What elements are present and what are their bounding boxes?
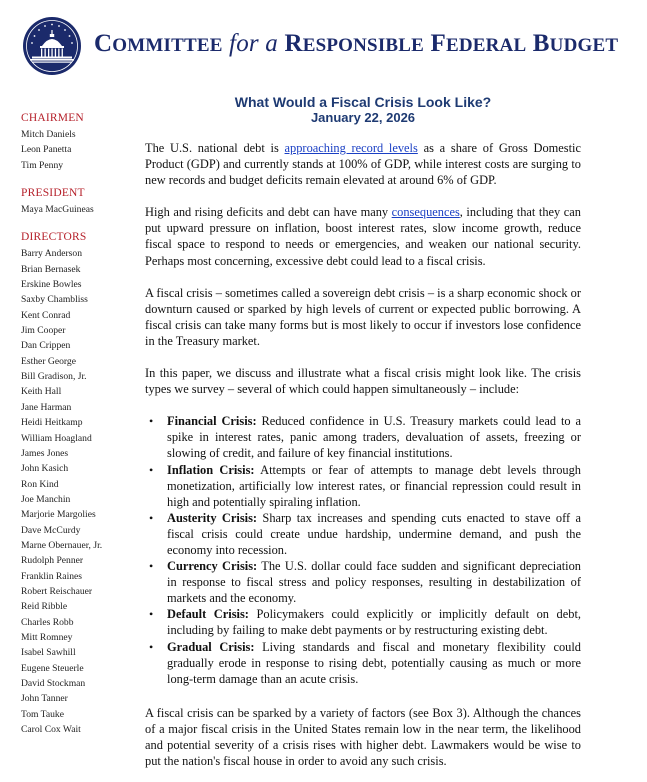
sidebar-heading-chairmen: CHAIRMEN	[21, 112, 84, 124]
board-member-name: Brian Bernasek	[21, 263, 81, 275]
board-member-name: Leon Panetta	[21, 144, 72, 156]
board-member-name: John Kasich	[21, 463, 69, 475]
board-member-name: Maya MacGuineas	[21, 204, 94, 216]
bullet-dot-icon: •	[149, 462, 154, 477]
board-member-name: Kent Conrad	[21, 309, 71, 321]
crisis-type-term: Default Crisis:	[167, 607, 249, 622]
paragraph-4: In this paper, we discuss and illustrate what a fiscal crisis might look like. The crisis types we survey – several of which could happen simultaneously – include:	[145, 366, 581, 397]
board-sidebar	[21, 112, 131, 751]
board-member-name: John Tanner	[21, 693, 68, 705]
article-date: January 22, 2026	[310, 110, 416, 125]
paragraph-3: A fiscal crisis – sometimes called a sovereign debt crisis – is a sharp economic shock or downturn caused or sparked by high levels of current or expected public borrowing. A fiscal crisis can take many forms but is most likely to occur if investors lose confidence in the Treasury market.	[145, 285, 581, 348]
board-member-name: Reid Ribble	[21, 601, 68, 613]
board-member-name: Joe Manchin	[21, 493, 71, 505]
board-member-name: Eugene Steuerle	[21, 662, 84, 674]
paragraph-1: The U.S. national debt is approaching record levels as a share of Gross Domestic Product (GDP) and currently stands at 100% of GDP, while interest costs are surging to new records and budget deficits remain elevated at around 6% of GDP.	[145, 141, 581, 188]
capitol-seal-logo	[22, 16, 82, 76]
board-member-name: Keith Hall	[21, 386, 62, 398]
board-member-name: Dan Crippen	[21, 340, 71, 352]
board-member-name: Robert Reischauer	[21, 585, 93, 597]
bullet-dot-icon: •	[149, 414, 154, 429]
board-member-name: Franklin Raines	[21, 570, 83, 582]
bullet-dot-icon: •	[149, 607, 154, 622]
crisis-type-item	[147, 462, 581, 510]
sidebar-list-chairmen	[21, 127, 131, 173]
board-member-name: Saxby Chambliss	[21, 294, 88, 306]
letterhead	[22, 16, 632, 78]
board-member-name: Barry Anderson	[21, 248, 83, 260]
board-member-name: Bill Gradison, Jr.	[21, 371, 87, 383]
board-member-name: Carol Cox Wait	[21, 724, 81, 736]
crisis-type-item	[147, 558, 581, 606]
board-member-name: Rudolph Penner	[21, 555, 84, 567]
crisis-type-item	[147, 510, 581, 558]
board-member-name: Tom Tauke	[21, 708, 64, 720]
board-member-name: Erskine Bowles	[21, 279, 82, 291]
crisis-type-description: Policymakers could explicitly or implicitly default on debt, including by failing to make debt payments or by restructuring existing debt.	[167, 607, 581, 638]
board-member-name: Jim Cooper	[21, 325, 66, 337]
board-member-name: Mitt Romney	[21, 631, 73, 643]
crisis-type-item	[147, 639, 581, 687]
approaching-record-levels-link[interactable]: approaching record levels	[284, 141, 418, 155]
crisis-type-description: Reduced confidence in U.S. Treasury markets could lead to a spike in interest rates, panic among traders, devaluation of assets, freezing or slowing of credit, and failure of key financial institutions.	[167, 414, 581, 461]
sidebar-heading-directors: DIRECTORS	[21, 231, 87, 244]
board-member-name: Jane Harman	[21, 401, 72, 413]
crisis-type-term: Inflation Crisis:	[167, 462, 255, 477]
article-title: What Would a Fiscal Crisis Look Like?	[234, 94, 492, 110]
board-member-name: David Stockman	[21, 678, 86, 689]
crisis-type-description: Attempts or fear of attempts to manage debt levels through monetization, artificially low interest rates, or financial repression could result in high and potentially spiraling inflation.	[167, 462, 581, 509]
crisis-type-term: Currency Crisis:	[167, 559, 258, 574]
sidebar-list-directors	[21, 246, 131, 737]
crisis-type-item	[147, 606, 581, 638]
crisis-type-description: Living standards and fiscal and monetary flexibility could gradually erode in response to rising debt, potentially causing as much or more long-term damage than an acute crisis.	[167, 639, 581, 686]
board-member-name: Mitch Daniels	[21, 129, 76, 140]
bullet-dot-icon: •	[149, 510, 154, 525]
crisis-type-term: Financial Crisis:	[167, 414, 257, 429]
paragraph-5: A fiscal crisis can be sparked by a variety of factors (see Box 3). Although the chances of a major fiscal crisis in the United States remain low in the near term, the likelihood and potential severity of a crisis rises with higher debt. Lawmakers would be wise to put the nation's fiscal house in order to avoid any such crisis.	[145, 705, 581, 769]
crisis-type-description: The U.S. dollar could face sudden and significant depreciation in response to fiscal stress and policy responses, resulting in destabilization of markets and the economy.	[167, 559, 581, 606]
board-member-name: Charles Robb	[21, 616, 74, 628]
crisis-type-item	[147, 413, 581, 461]
board-member-name: Ron Kind	[21, 478, 59, 490]
crisis-type-term: Austerity Crisis:	[167, 510, 258, 525]
board-member-name: James Jones	[21, 447, 69, 459]
sidebar-heading-president: PRESIDENT	[21, 187, 85, 200]
crisis-types-list	[147, 413, 581, 687]
crisis-type-description: Sharp tax increases and spending cuts enacted to stave off a fiscal crisis could create undue hardship, undermine demand, and push the economy into recession.	[167, 510, 581, 557]
board-member-name: Heidi Heitkamp	[21, 417, 83, 429]
board-member-name: Esther George	[21, 355, 76, 367]
consequences-link[interactable]: consequences	[391, 205, 460, 220]
board-member-name: Marjorie Margolies	[21, 509, 96, 521]
bullet-dot-icon: •	[149, 639, 154, 654]
organization-name: COMMITTEE for a RESPONSIBLE FEDERAL BUDGET	[94, 30, 619, 57]
sidebar-list-president	[21, 202, 131, 217]
board-member-name: William Hoagland	[21, 432, 92, 444]
board-member-name: Isabel Sawhill	[21, 647, 76, 659]
board-member-name: Dave McCurdy	[21, 524, 81, 536]
crisis-type-term: Gradual Crisis:	[167, 639, 255, 654]
article-body	[145, 94, 581, 782]
board-member-name: Tim Penny	[21, 159, 64, 171]
bullet-dot-icon: •	[149, 559, 154, 574]
paragraph-2: High and rising deficits and debt can have many consequences, including that they can put upward pressure on inflation, boost interest rates, slow income growth, reduce fiscal space to respond to needs or emergencies, and weaken our national security. Perhaps most concerning, excessive debt could lead to a fiscal crisis.	[145, 205, 581, 268]
board-member-name: Marne Obernauer, Jr.	[21, 539, 103, 551]
